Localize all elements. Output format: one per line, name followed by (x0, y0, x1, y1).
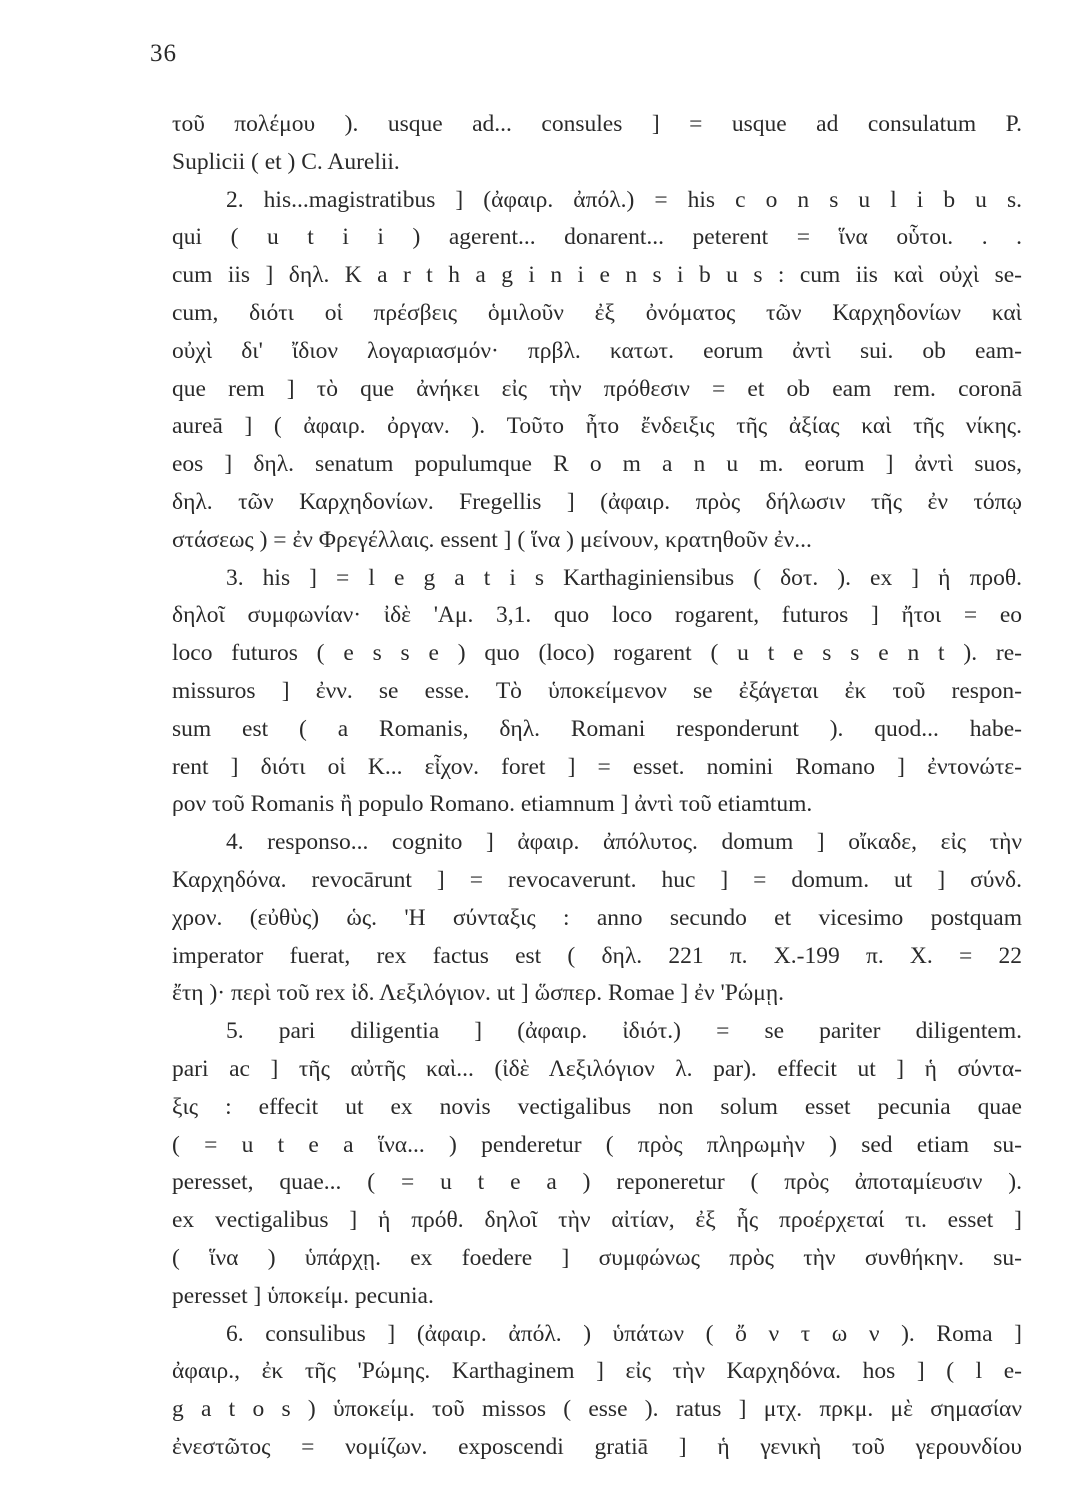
text-line: 2. his...magistratibus ] (ἀφαιρ. ἀπόλ.) = his c o n s u l i b u s. (226, 186, 1022, 213)
text-line: sum est ( a Romanis, δηλ. Romani responderunt ). quod... habe- (172, 715, 1022, 742)
text-line: 4. responso... cognito ] ἀφαιρ. ἀπόλυτος. domum ] οἴκαδε, εἰς τὴν (226, 829, 1022, 856)
commentary-paragraph (172, 1316, 1022, 1467)
text-line: 3. his ] = l e g a t i s Karthaginiensibus ( δοτ. ). ex ] ἡ προθ. (226, 564, 1022, 591)
text-line: qui ( u t i i ) agerent... donarent... peterent = ἵνα οὗτοι. . . (172, 224, 1022, 251)
text-line: cum, διότι οἱ πρέσβεις ὁμιλοῦν ἐξ ὀνόματος τῶν Καρχηδονίων καὶ (172, 299, 1022, 326)
text-line: ξις : effecit ut ex novis vectigalibus non solum esset pecunia quae (172, 1093, 1022, 1120)
text-line: οὐχὶ δι' ἴδιον λογαριασμόν· πρβλ. κατωτ. eorum ἀντὶ sui. ob eam- (172, 337, 1022, 364)
text-line: peresset ] ὑποκείμ. pecunia. (172, 1282, 434, 1309)
text-line: ( ἵνα ) ὑπάρχῃ. ex foedere ] συμφώνως πρὸς τὴν συνθήκην. su- (172, 1244, 1022, 1271)
page-number: 36 (150, 40, 177, 67)
text-line: Καρχηδόνα. revocārunt ] = revocaverunt. huc ] = domum. ut ] σύνδ. (172, 866, 1022, 893)
text-line: que rem ] τὸ que ἀνήκει εἰς τὴν πρόθεσιν = et ob eam rem. coronā (172, 375, 1022, 402)
text-line: aureā ] ( ἀφαιρ. ὀργαν. ). Τοῦτο ἦτο ἔνδειξις τῆς ἀξίας καὶ τῆς νίκης. (172, 413, 1022, 440)
text-line: ρον τοῦ Romanis ἢ populo Romano. etiamnum ] ἀντὶ τοῦ etiamtum. (172, 791, 813, 818)
text-line: στάσεως ) = ἐν Φρεγέλλαις. essent ] ( ἵνα ) μείνουν, κρατηθοῦν ἐν... (172, 526, 812, 553)
text-line: missuros ] ἐνν. se esse. Τὸ ὑποκείμενον se ἐξάγεται ἐκ τοῦ respon- (172, 677, 1022, 704)
text-line: eos ] δηλ. senatum populumque R o m a n u m. eorum ] ἀντὶ suos, (172, 451, 1022, 478)
text-line: imperator fuerat, rex factus est ( δηλ. 221 π. Χ.-199 π. Χ. = 22 (172, 942, 1022, 969)
text-line: peresset, quae... ( = u t e a ) reponeretur ( πρὸς ἀποταμίευσιν ). (172, 1169, 1022, 1196)
text-line: ( = u t e a ἵνα... ) penderetur ( πρὸς πληρωμὴν ) sed etiam su- (172, 1131, 1022, 1158)
text-line: 6. consulibus ] (ἀφαιρ. ἀπόλ. ) ὑπάτων ( ὄ ν τ ω ν ). Roma ] (226, 1320, 1022, 1347)
text-line: ἔτη )· περὶ τοῦ rex ἰδ. Λεξιλόγιον. ut ] ὥσπερ. Romae ] ἐν 'Ρώμῃ. (172, 980, 785, 1007)
text-line: pari ac ] τῆς αὐτῆς καὶ... (ἰδὲ Λεξιλόγιον λ. par). effecit ut ] ἡ σύντα- (172, 1055, 1022, 1082)
text-line: 5. pari diligentia ] (ἀφαιρ. ἰδιότ.) = se pariter diligentem. (226, 1018, 1022, 1045)
text-line: ἐνεστῶτος = νομίζων. exposcendi gratiā ] ἡ γενικὴ τοῦ γερουνδίου (172, 1433, 1022, 1460)
commentary-paragraph (172, 182, 1022, 560)
text-line: cum iis ] δηλ. K a r t h a g i n i e n s i b u s : cum iis καὶ οὐχὶ se- (172, 262, 1022, 289)
text-line: loco futuros ( e s s e ) quo (loco) rogarent ( u t e s s e n t ). re- (172, 640, 1022, 667)
commentary-paragraph (172, 560, 1022, 825)
text-body (172, 106, 1022, 1467)
text-line: δηλοῖ συμφωνίαν· ἰδὲ 'Αμ. 3,1. quo loco rogarent, futuros ] ἤτοι = eo (172, 602, 1022, 629)
commentary-paragraph (172, 1013, 1022, 1315)
text-line: τοῦ πολέμου ). usque ad... consules ] = usque ad consulatum P. (172, 111, 1022, 137)
text-line: χρον. (εὐθὺς) ὡς. 'Η σύνταξις : anno secundo et vicesimo postquam (172, 904, 1022, 931)
commentary-paragraph (172, 106, 1022, 182)
text-line: ex vectigalibus ] ἡ πρόθ. δηλοῖ τὴν αἰτίαν, ἐξ ἧς προέρχεταί τι. esset ] (172, 1207, 1022, 1234)
text-line: Suplicii ( et ) C. Aurelii. (172, 148, 400, 175)
text-line: g a t o s ) ὑποκείμ. τοῦ missos ( esse ). ratus ] μτχ. πρκμ. μὲ σημασίαν (172, 1396, 1022, 1423)
text-line: δηλ. τῶν Καρχηδονίων. Fregellis ] (ἀφαιρ. πρὸς δήλωσιν τῆς ἐν τόπῳ (172, 488, 1022, 515)
text-line: ἀφαιρ., ἐκ τῆς 'Ρώμης. Karthaginem ] εἰς τὴν Καρχηδόνα. hos ] ( l e- (172, 1358, 1022, 1385)
text-line: rent ] διότι οἱ Κ... εἶχον. foret ] = esset. nomini Romano ] ἐντονώτε- (172, 753, 1022, 780)
commentary-paragraph (172, 824, 1022, 1013)
